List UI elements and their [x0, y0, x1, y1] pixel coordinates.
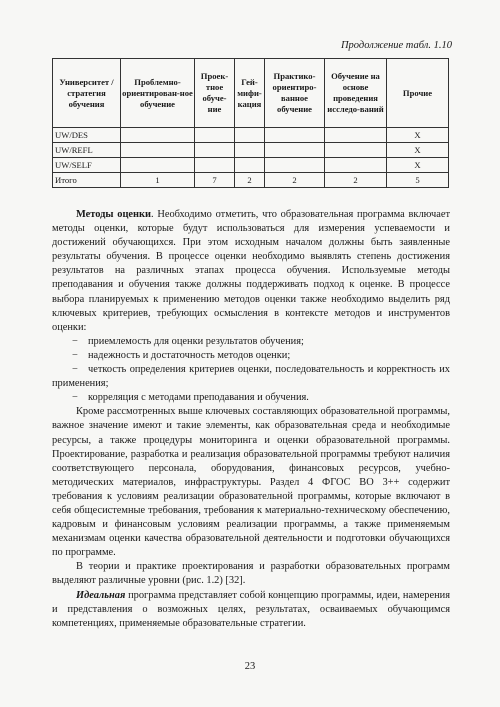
- table-cell: [325, 143, 387, 158]
- table-total-row: [53, 173, 449, 188]
- table-header-cell: Университет / стратегия обучения: [53, 59, 121, 128]
- table-row: [53, 143, 449, 158]
- table-header-row: [53, 59, 449, 128]
- paragraph-ideal-program: [52, 589, 450, 631]
- table-cell: [195, 128, 235, 143]
- table-cell: [121, 143, 195, 158]
- table-row-label: UW/REFL: [53, 143, 121, 158]
- table-row: [53, 128, 449, 143]
- table-cell: [265, 158, 325, 173]
- list-item: − корреляция с методами преподавания и обучения.: [52, 391, 450, 405]
- table-header-cell: Гей-мифи-кация: [235, 59, 265, 128]
- table-row-label: UW/SELF: [53, 158, 121, 173]
- table-cell: 2: [265, 173, 325, 188]
- list-item: − надежность и достаточность методов оценки;: [52, 349, 450, 363]
- table-row-label: UW/DES: [53, 128, 121, 143]
- table-cell: [195, 158, 235, 173]
- paragraph-text: . Необходимо отметить, что образовательная программа включает методы оценки, которые будут использоваться для измерения успеваемости и достижений обучающихся. При этом исходным началом должны быть заявленные результаты обучения. В процессе оценки необходимо выявлять степень достижения результатов на различных этапах процесса обучения. Используемые методы преподавания и обучения также должны поддерживать подход к оценке. В процессе выбора планируемых к применению методов оценки также необходимо выделить ряд ключевых критериев, требующих осмысления в контексте методов и инструментов оценки:: [52, 209, 450, 333]
- body-text: [52, 208, 450, 631]
- table-cell: 5: [387, 173, 449, 188]
- paragraph-text: программа представляет собой концепцию программы, идеи, намерения и представления о возможных целях, результатах, осваиваемых обучающимся компетенциях, применяемые образовательные стратегии.: [52, 589, 450, 629]
- table-cell: [325, 128, 387, 143]
- table-cell: [121, 128, 195, 143]
- strategy-table: [52, 58, 449, 188]
- table-cell: [265, 143, 325, 158]
- table-header-cell: Обучение на основе проведения исследо-ваний: [325, 59, 387, 128]
- term-assessment-methods: Методы оценки: [76, 209, 152, 220]
- table-cell: 2: [235, 173, 265, 188]
- table-cell: X: [387, 128, 449, 143]
- table-cell: [325, 158, 387, 173]
- table-header-cell: Практико-ориентиро-ванное обучение: [265, 59, 325, 128]
- table-cell: [235, 158, 265, 173]
- table-cell: X: [387, 158, 449, 173]
- criteria-list: [52, 335, 450, 405]
- table-cell: X: [387, 143, 449, 158]
- table-cell: [195, 143, 235, 158]
- table-header-cell: Проблемно-ориентирован-ное обучение: [121, 59, 195, 128]
- list-item: − приемлемость для оценки результатов обучения;: [52, 335, 450, 349]
- paragraph-environment-resources: Кроме рассмотренных выше ключевых составляющих образовательной программы, важное значение имеют и такие элементы, как образовательная среда и необходимые ресурсы, а также процедуры мониторинга и оценки образовательной программы. Проектирование, разработка и реализация образовательной программы требуют наличия соответствующего персонала, оборудования, финансовых ресурсов, учебно-методических материалов, инфраструктуры. Раздел 4 ФГОС ВО 3++ содержит требования к условиям реализации образовательной программы, которые включают в себя общесистемные требования, требования к материально-техническому обеспечению, кадровым и финансовым условиям реализации программы, а также применяемым механизмам оценки качества образовательной деятельности и подготовки обучающихся по программе.: [52, 406, 450, 559]
- table-header-cell: Прочие: [387, 59, 449, 128]
- table-cell: 7: [195, 173, 235, 188]
- table-header-cell: Проек-тное обуче-ние: [195, 59, 235, 128]
- table-cell: 2: [325, 173, 387, 188]
- table-cell: [121, 158, 195, 173]
- table-row-label: Итого: [53, 173, 121, 188]
- table-row: [53, 158, 449, 173]
- table-cell: [265, 128, 325, 143]
- list-item: − четкость определения критериев оценки, последовательность и корректность их применения;: [52, 363, 450, 391]
- paragraph-assessment-methods: [52, 208, 450, 335]
- table-continuation-caption: Продолжение табл. 1.10: [340, 40, 452, 51]
- term-ideal: Идеальная: [76, 589, 126, 601]
- table-cell: [235, 143, 265, 158]
- table-cell: 1: [121, 173, 195, 188]
- paragraph-program-levels: В теории и практике проектирования и разработки образовательных программ выделяют различные уровни (рис. 1.2) [32].: [52, 561, 450, 587]
- table-cell: [235, 128, 265, 143]
- page-number: 23: [244, 661, 256, 672]
